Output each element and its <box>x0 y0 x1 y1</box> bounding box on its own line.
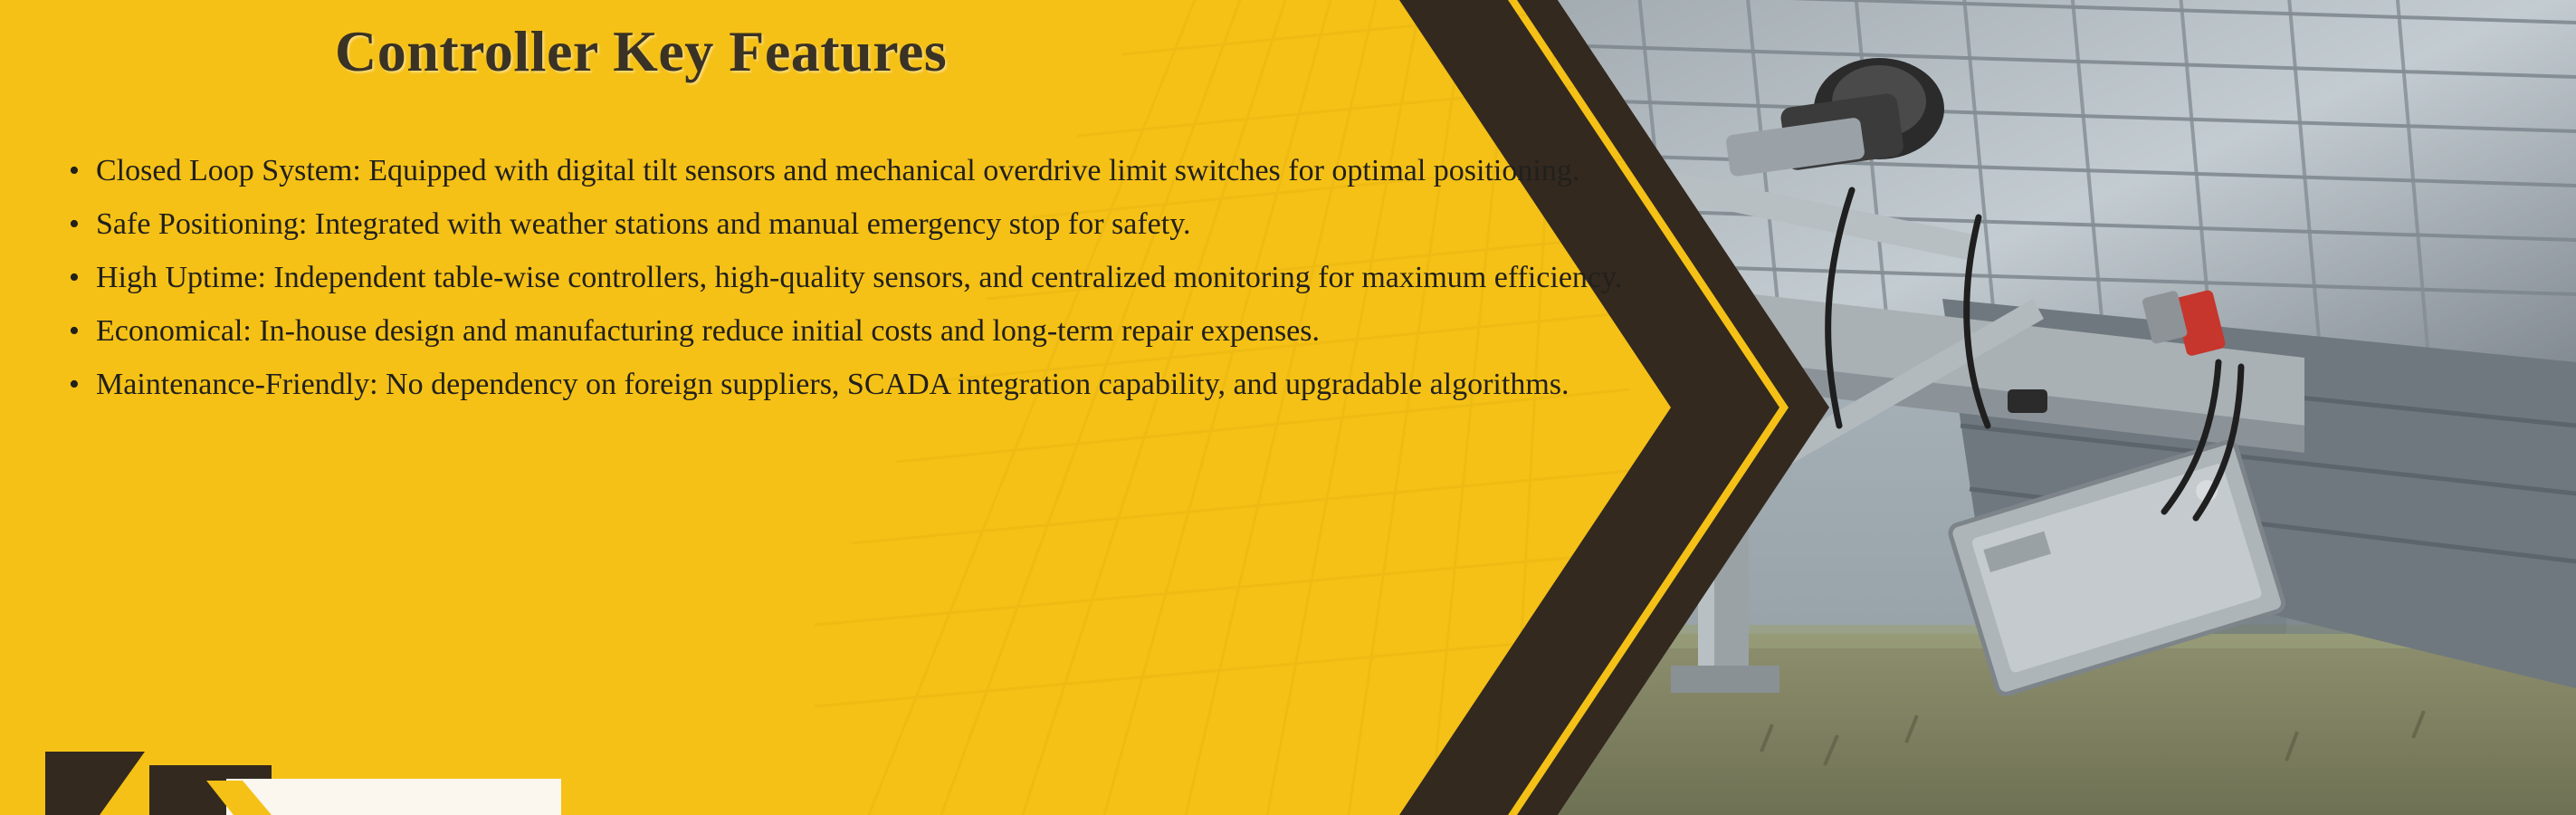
list-item: • Closed Loop System: Equipped with digital tilt sensors and mechanical overdrive limit switches for optimal positioning. <box>81 145 1801 197</box>
list-item: • Maintenance-Friendly: No dependency on foreign suppliers, SCADA integration capability, and upgradable algorithms. <box>81 359 1801 411</box>
page-title: Controller Key Features <box>335 19 948 83</box>
feature-list <box>36 145 1801 412</box>
list-item: • High Uptime: Independent table-wise controllers, high-quality sensors, and centralized monitoring for maximum efficiency. <box>81 252 1801 304</box>
bottom-left-decoration <box>0 679 634 815</box>
list-item: • Safe Positioning: Integrated with weather stations and manual emergency stop for safety. <box>81 198 1801 251</box>
list-item: • Economical: In-house design and manufacturing reduce initial costs and long-term repair expenses. <box>81 305 1801 358</box>
